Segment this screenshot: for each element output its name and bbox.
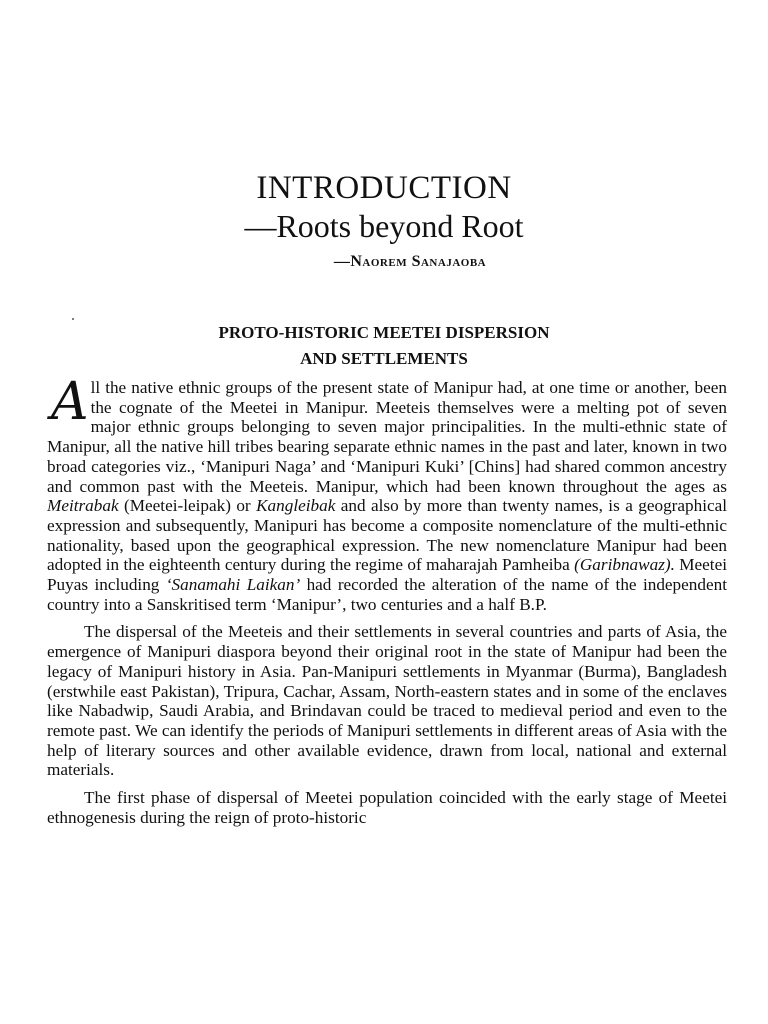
author-byline: —Naorem Sanajaoba — [333, 253, 487, 270]
paragraph-3: The first phase of dispersal of Meetei population coincided with the early stage of Meetei ethnogenesis during the reign of proto-historic — [47, 788, 727, 827]
chapter-subtitle: —Roots beyond Root — [244, 208, 524, 244]
term-garibnawaz: (Garibnawaz). — [574, 555, 675, 575]
paragraph-1 — [47, 372, 728, 614]
chapter-title: INTRODUCTION — [256, 170, 512, 206]
section-heading-line-1: PROTO-HISTORIC MEETEI DISPERSION — [218, 323, 550, 342]
body-text — [47, 372, 728, 835]
paragraph-1-text-e: had recorded the alteration of the name of the independent country into a Sanskritised term ‘Manipur’, two centuries and a half B.P. — [47, 575, 727, 614]
paragraph-1-text-a: ll the native ethnic groups of the present state of Manipur had, at one time or another, been the cognate of the Meetei in Manipur. Meeteis themselves were a melting pot of seven major ethnic groups belonging to seven major principalities. In the multi-ethnic state of Manipur, all the native hill tribes bearing separate ethnic names in the past and later, known in two broad categories viz., ‘Manipuri Naga’ and ‘Manipuri Kuki’ [Chins] had shared common ancestry and common past with the Meeteis. Manipur, which had been known throughout the ages as — [47, 378, 727, 496]
paragraph-2: The dispersal of the Meeteis and their settlements in several countries and parts of Asia, the emergence of Manipuri diaspora beyond their original root in the state of Manipur had been the legacy of Manipuri history in Asia. Pan-Manipuri settlements in Myanmar (Burma), Bangladesh (erstwhile east Pakistan), Tripura, Cachar, Assam, North-eastern states and in some of the enclaves like Nabadwip, Saudi Arabia, and Brindavan could be traced to medieval period and even to the remote past. We can identify the periods of Manipuri settlements in different areas of Asia with the help of literary sources and other available evidence, drawn from local, national and external materials. — [47, 622, 727, 780]
paragraph-1-text-c: and also by more than twenty names, is a geographical expression and subsequently, Manipuri has become a composite nomenclature of the multi-ethnic nationality, based upon the geographical expression. The new nomenclature Manipur had been adopted in the eighteenth century during the regime of maharajah Pamheiba — [47, 496, 728, 575]
paragraph-1-text-d: Meetei Puyas including — [47, 555, 727, 595]
term-meitrabak: Meitrabak — [47, 496, 119, 516]
term-kangleibak: Kangleibak — [256, 496, 336, 516]
drop-cap: A — [51, 372, 89, 432]
paragraph-1-text-b: (Meetei-leipak) or — [118, 496, 257, 516]
section-heading-line-2: AND SETTLEMENTS — [300, 349, 468, 368]
term-sanamahi-laikan: ‘Sanamahi Laikan’ — [165, 575, 301, 595]
section-heading — [0, 320, 768, 372]
